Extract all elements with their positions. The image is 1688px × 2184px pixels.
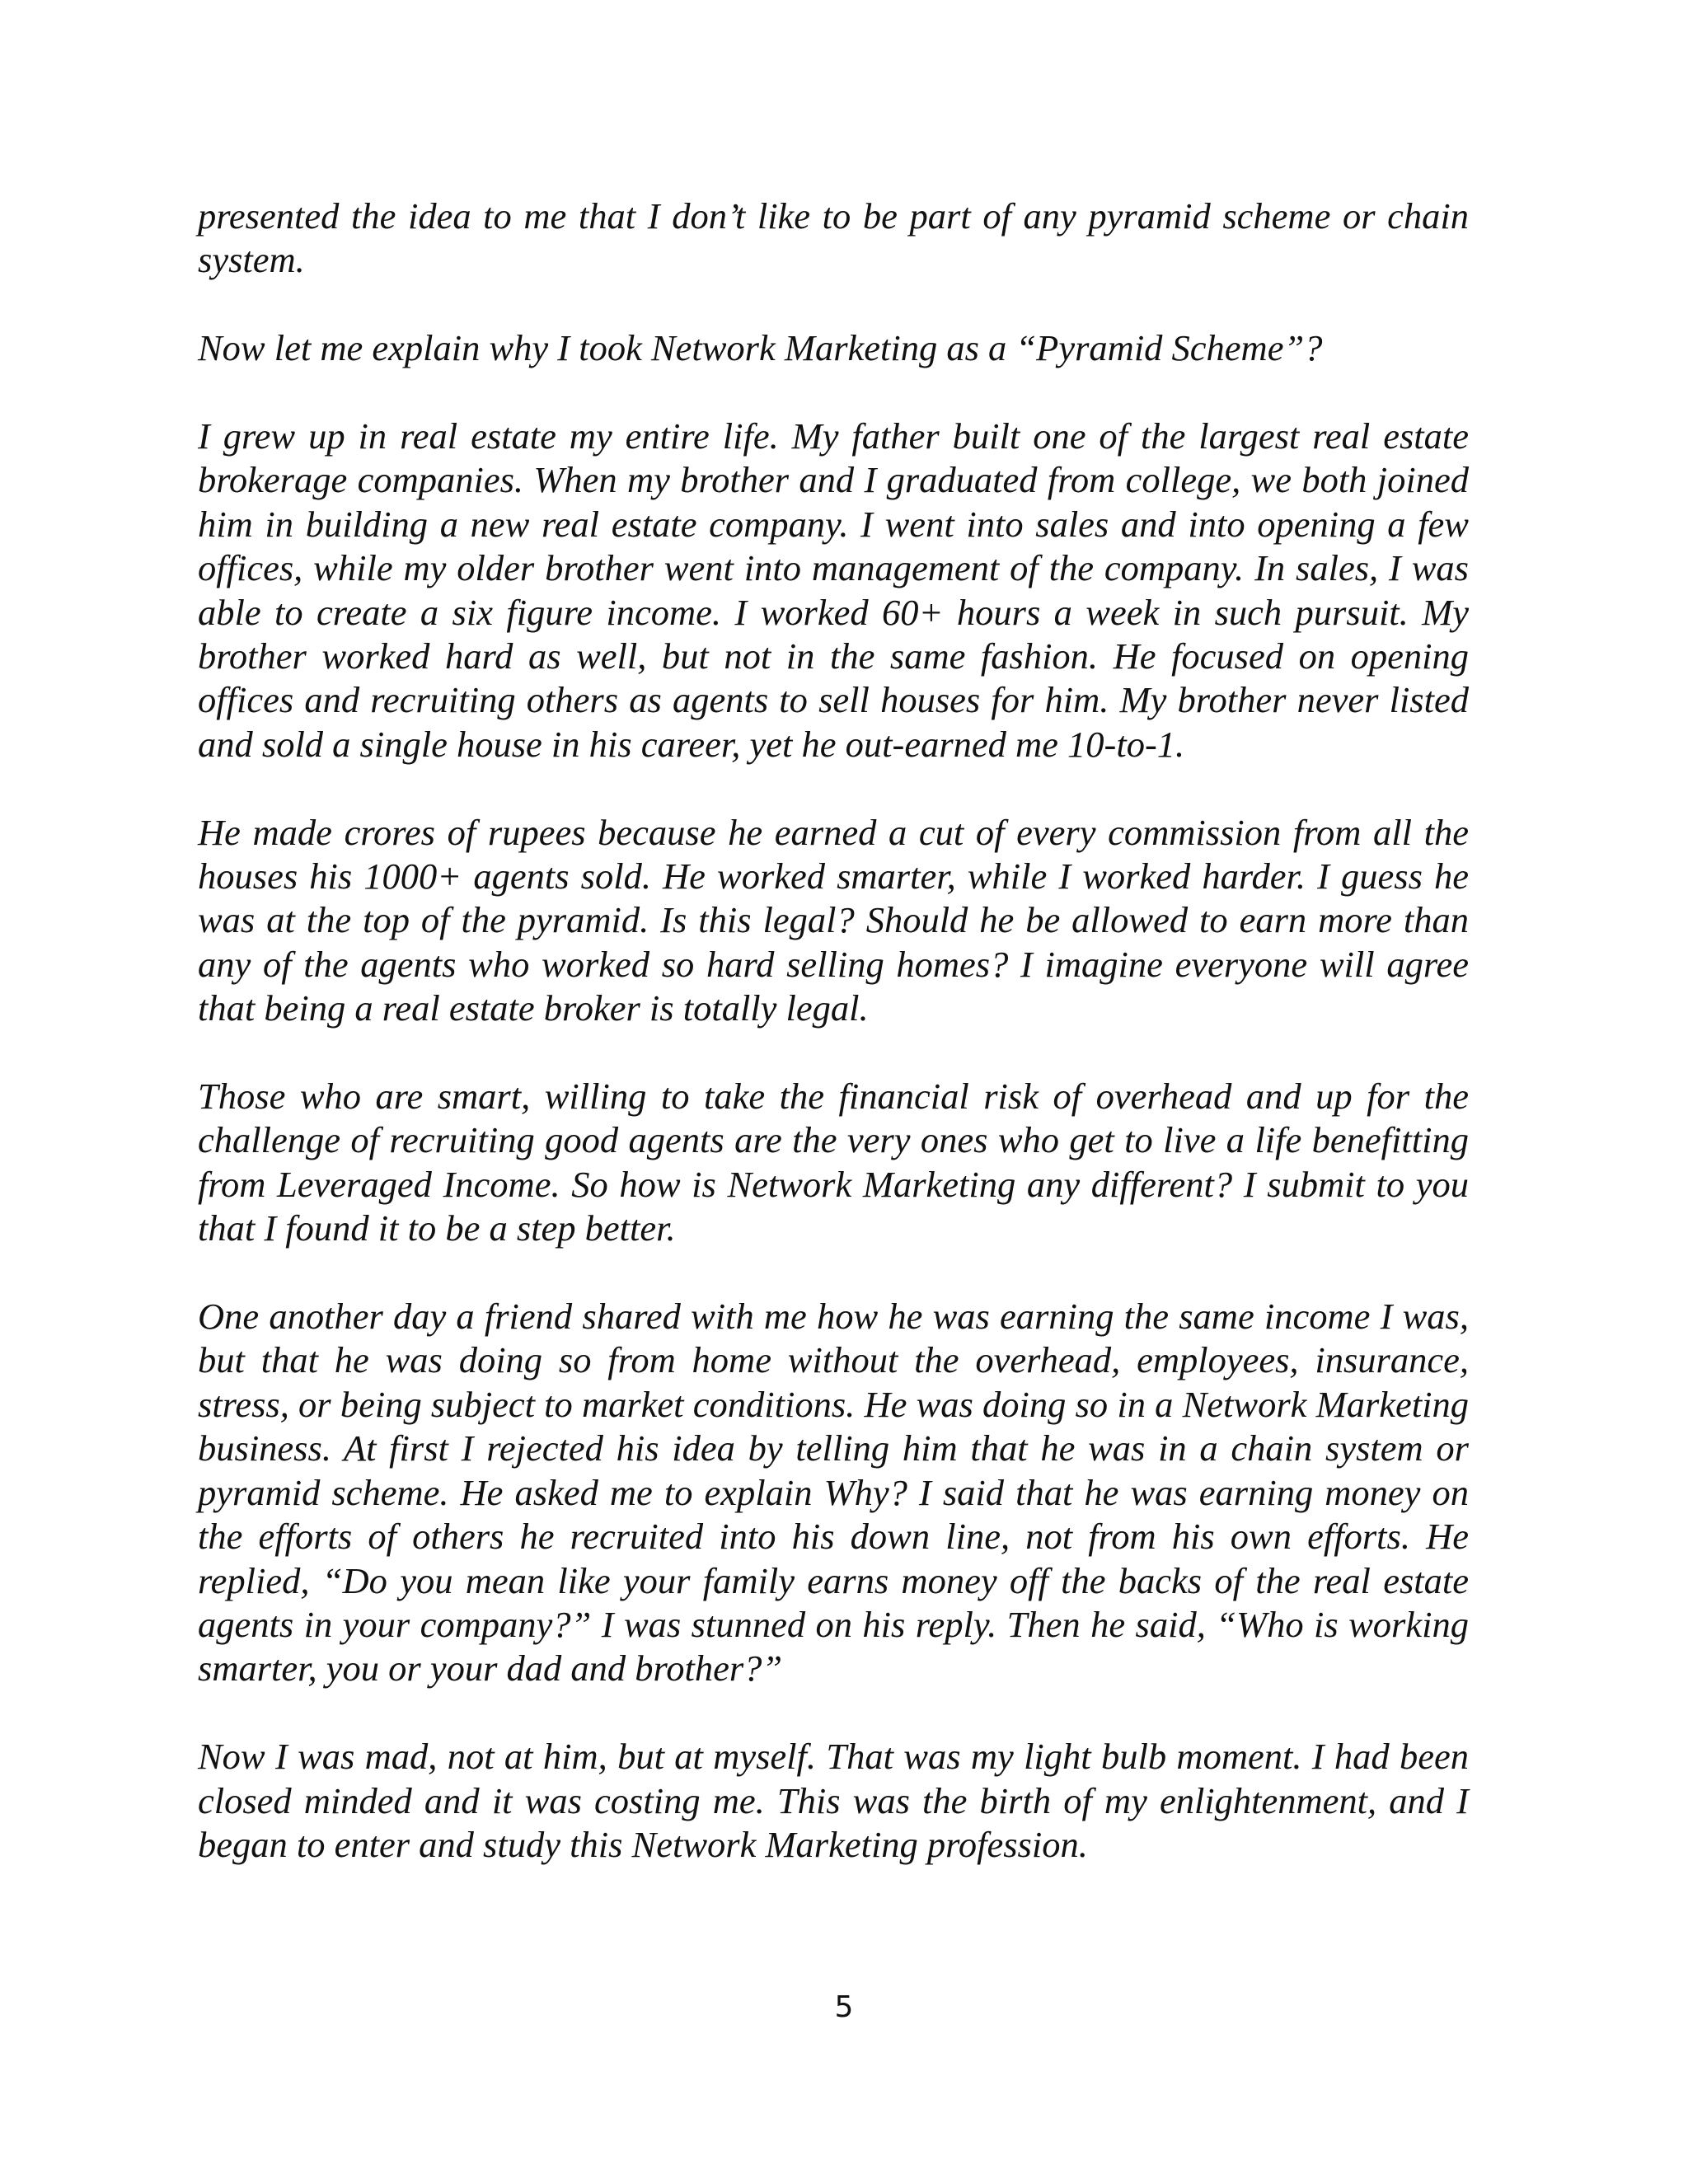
- paragraph-6: One another day a friend shared with me how he was earning the same income I was, but that he was doing so from home without the overhead, employees, insurance, stress, or being subject to market conditions. He was doing so in a Network Marketing business. At first I rejected his idea by telling him that he was in a chain system or pyramid scheme. He asked me to explain Why? I said that he was earning money on the efforts of others he recruited into his down line, not from his own efforts. He replied, “Do you mean like your family earns money off the backs of the real estate agents in your company?” I was stunned on his reply. Then he said, “Who is working smarter, you or your dad and brother?”: [198, 1296, 1469, 1690]
- paragraph-3: I grew up in real estate my entire life. My father built one of the largest real estate brokerage companies. When my brother and I graduated from college, we both joined him in building a new real estate company. I went into sales and into opening a few offices, while my older brother went into management of the company. In sales, I was able to create a six figure income. I worked 60+ hours a week in such pursuit. My brother worked hard as well, but not in the same fashion. He focused on opening offices and recruiting others as agents to sell houses for him. My brother never listed and sold a single house in his career, yet he out-earned me 10-to-1.: [198, 415, 1469, 765]
- page-number: 5: [834, 1990, 854, 2024]
- paragraph-4: He made crores of rupees because he earned a cut of every commission from all the houses his 1000+ agents sold. He worked smarter, while I worked harder. I guess he was at the top of the pyramid. Is this legal? Should he be allowed to earn more than any of the agents who worked so hard selling homes? I imagine everyone will agree that being a real estate broker is totally legal.: [198, 811, 1469, 1029]
- paragraph-1: presented the idea to me that I don’t like to be part of any pyramid scheme or chain system.: [198, 195, 1469, 281]
- paragraph-5: Those who are smart, willing to take the financial risk of overhead and up for the challenge of recruiting good agents are the very ones who get to live a life benefitting from Leveraged Income. So how is Network Marketing any different? I submit to you that I found it to be a step better.: [198, 1076, 1469, 1249]
- paragraph-7: Now I was mad, not at him, but at myself. That was my light bulb moment. I had been closed minded and it was costing me. This was the birth of my enlightenment, and I began to enter and study this Network Marketing profession.: [198, 1736, 1469, 1865]
- body-text: [198, 194, 1469, 1867]
- paragraph-2: Now let me explain why I took Network Marketing as a “Pyramid Scheme”?: [198, 327, 1323, 369]
